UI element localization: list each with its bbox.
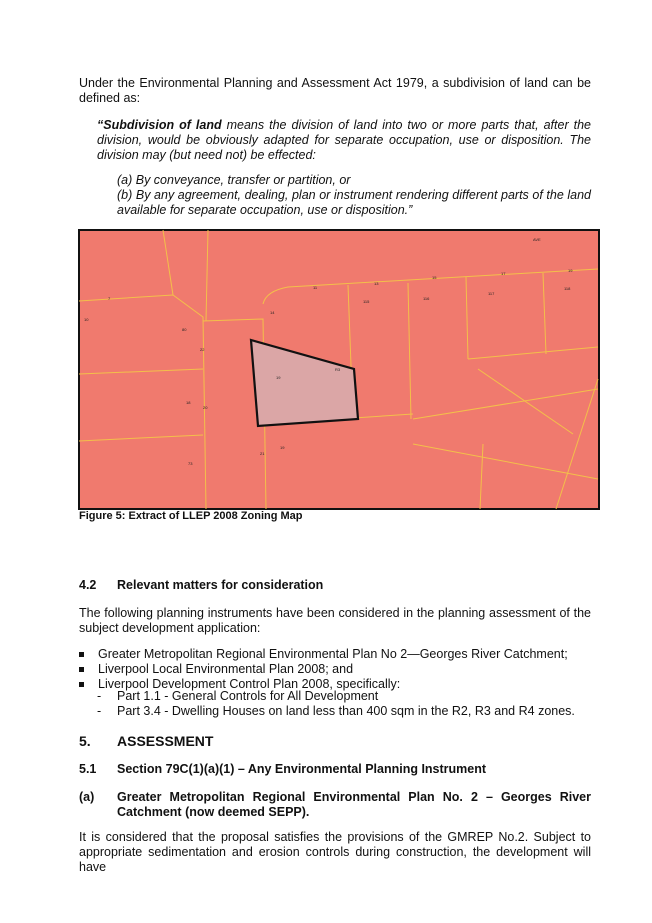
bullet-icon — [79, 667, 84, 672]
map-label: 14 — [270, 310, 275, 315]
section-intro: The following planning instruments have been considered in the planning assessment of the subject development application: — [79, 606, 591, 635]
section-title: Section 79C(1)(a)(1) – Any Environmental Planning Instrument — [117, 762, 487, 776]
map-label: 11 — [313, 285, 318, 290]
section-title: ASSESSMENT — [117, 733, 214, 749]
section-number: 4.2 — [79, 578, 97, 592]
bullet-icon — [79, 682, 84, 687]
quote-item: (a) By conveyance, transfer or partition, or — [117, 173, 351, 187]
list-item-text: Greater Metropolitan Regional Environmental Plan No 2—Georges River Catchment; — [98, 647, 568, 661]
closing-paragraph: It is considered that the proposal satisfies the provisions of the GMREP No.2. Subject to appropriate sedimentation and erosion controls during construction, the development will have — [79, 830, 591, 874]
map-label: 73 — [188, 461, 193, 466]
map-label: 117 — [488, 291, 495, 296]
map-label: 19 — [280, 445, 285, 450]
list-item — [79, 647, 599, 662]
map-label: 15 — [432, 275, 437, 280]
dash-icon: - — [97, 689, 102, 703]
map-label: AVE — [533, 237, 541, 242]
section-number: 5.1 — [79, 762, 97, 776]
map-label: 17 — [501, 271, 506, 276]
map-label: 10 — [84, 317, 89, 322]
map-label: 21 — [260, 451, 265, 456]
definition-quote — [97, 118, 591, 163]
map-label: 22 — [200, 347, 205, 352]
map-label: 19 — [276, 375, 281, 380]
map-label: 19 — [568, 268, 573, 273]
map-label: 80 — [182, 327, 187, 332]
sub-list-item: Part 1.1 - General Controls for All Development — [117, 689, 379, 703]
list-item — [79, 662, 599, 677]
figure-caption: Figure 5: Extract of LLEP 2008 Zoning Map — [79, 510, 303, 522]
map-label: 118 — [564, 286, 571, 291]
list-item-text: Liverpool Local Environmental Plan 2008; and — [98, 662, 354, 676]
defined-term: “Subdivision of land — [97, 118, 222, 132]
map-label: 116 — [423, 296, 430, 301]
definition-text: means the division of land into two or more parts that, after the division, would be obviously adapted for separate occupation, use or disposition. The division may (but need not) be effected: — [97, 118, 591, 162]
map-label: 7 — [108, 296, 111, 301]
section-title: Relevant matters for consideration — [117, 578, 324, 592]
map-label: 20 — [203, 405, 208, 410]
section-number: (a) — [79, 790, 95, 804]
list-item-text: Liverpool Development Control Plan 2008, specifically: — [98, 677, 401, 691]
site-zone-label: R3 — [335, 367, 341, 372]
section-number: 5. — [79, 733, 91, 749]
map-label: 13 — [374, 281, 379, 286]
map-label: 115 — [363, 299, 370, 304]
map-label: 18 — [186, 400, 191, 405]
zoning-map — [78, 229, 600, 510]
sub-list-item: Part 3.4 - Dwelling Houses on land less than 400 sqm in the R2, R3 and R4 zones. — [117, 704, 575, 718]
dash-icon: - — [97, 704, 102, 718]
bullet-icon — [79, 652, 84, 657]
quote-item: (b) By any agreement, dealing, plan or instrument rendering different parts of the land available for separate occupation, use or disposition.” — [117, 188, 591, 217]
section-title: Greater Metropolitan Regional Environmental Plan No. 2 – Georges River Catchment (now deemed SEPP). — [117, 790, 591, 819]
intro-paragraph: Under the Environmental Planning and Assessment Act 1979, a subdivision of land can be defined as: — [79, 76, 591, 105]
